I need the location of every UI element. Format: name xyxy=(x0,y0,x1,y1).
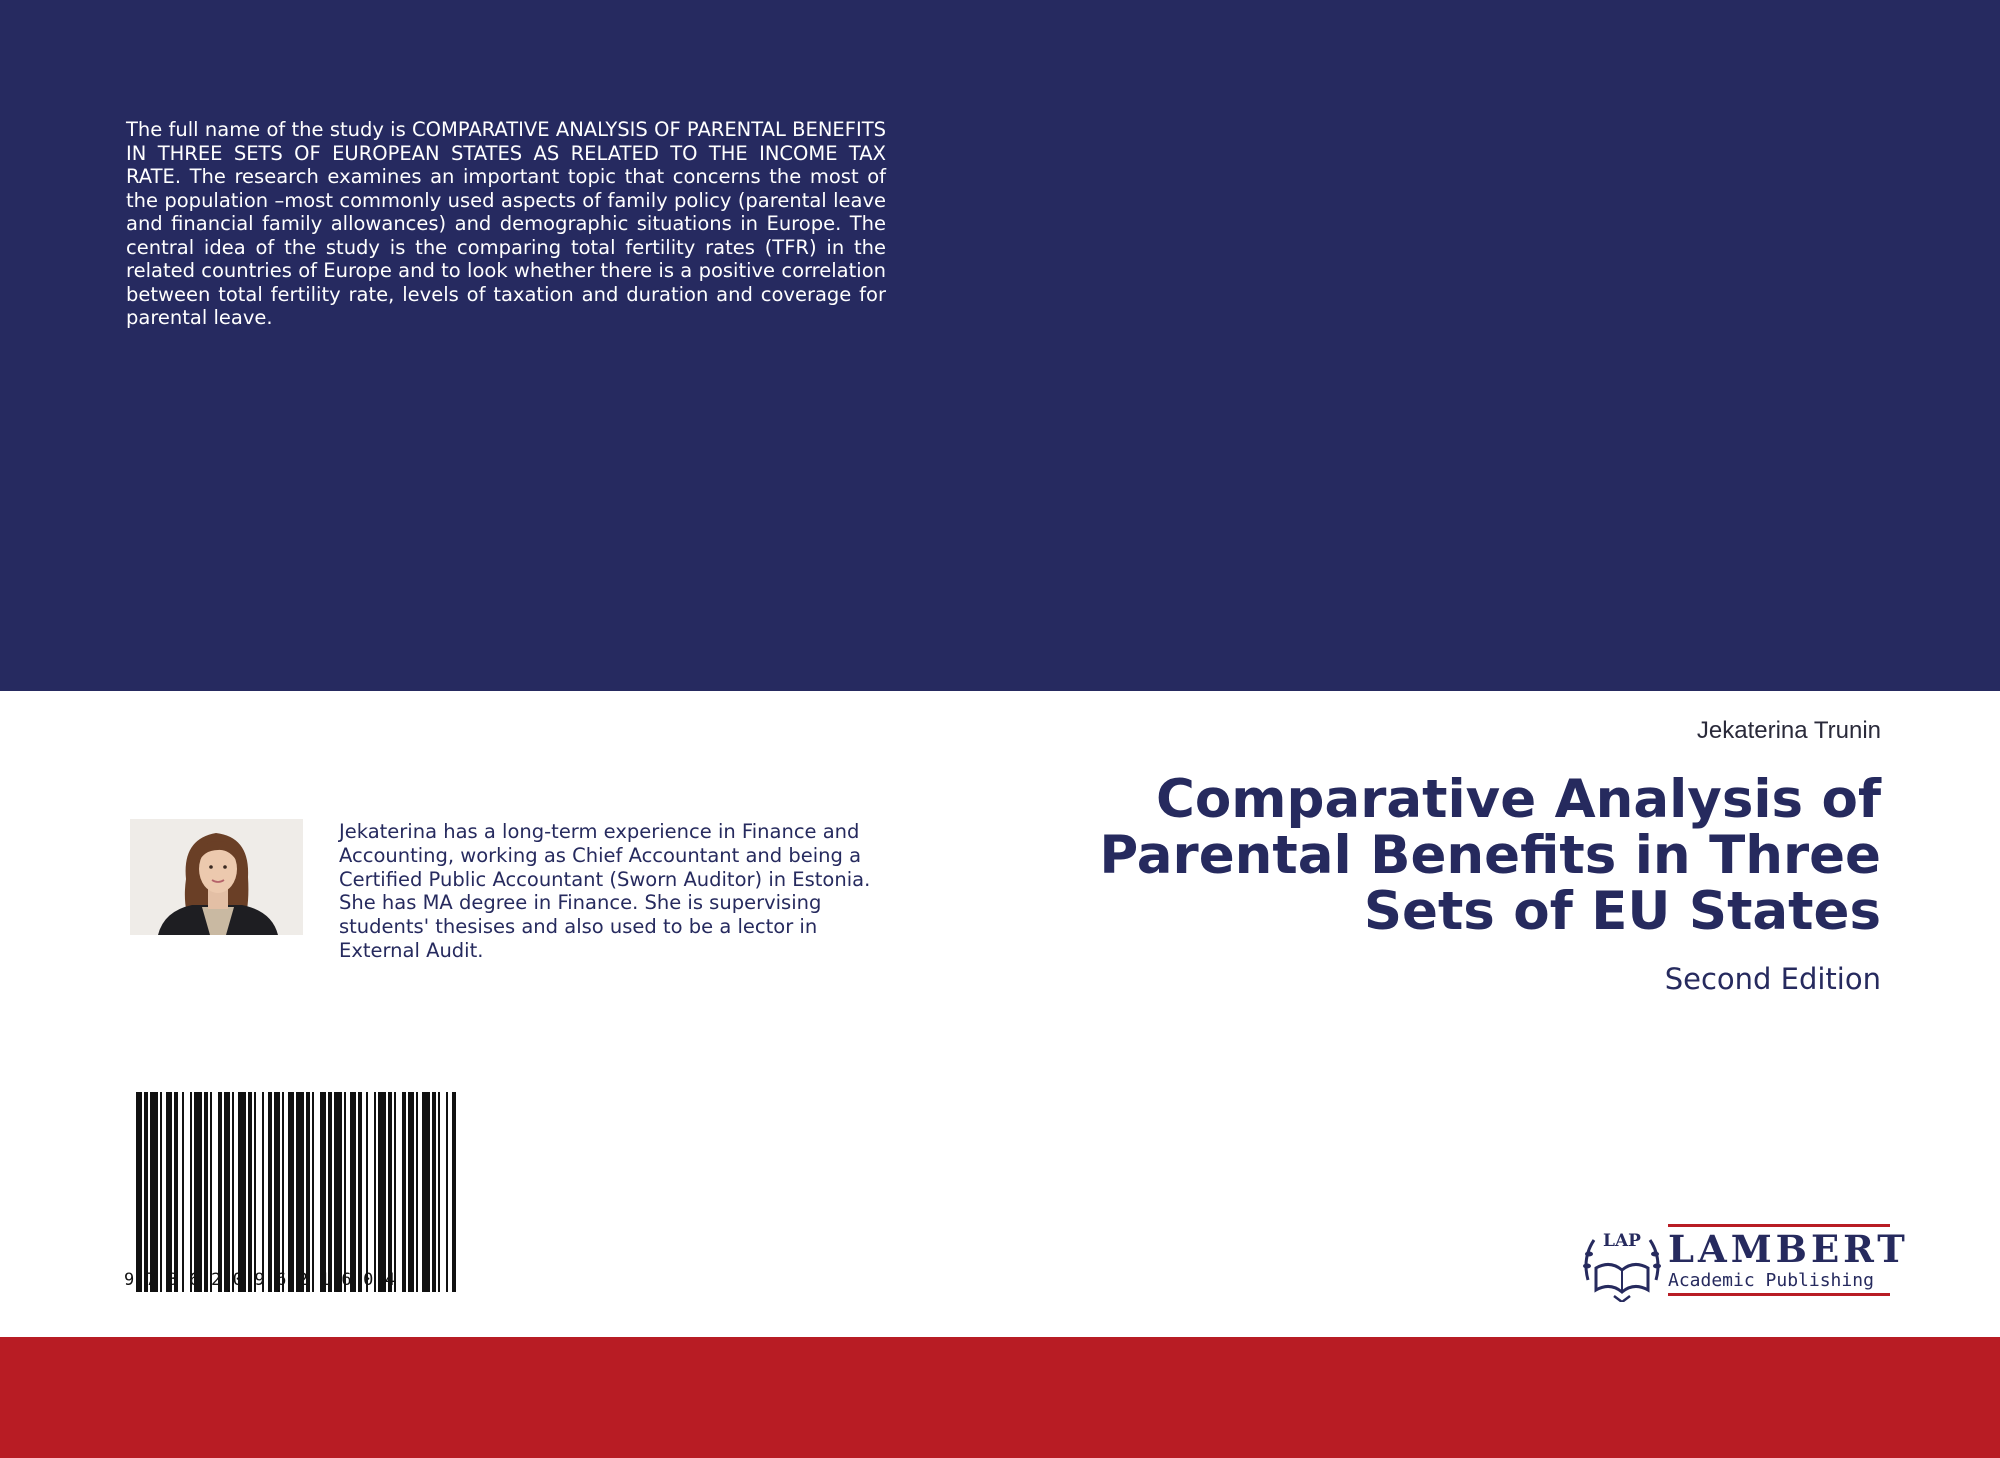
barcode-bar xyxy=(194,1092,202,1292)
barcode-bars xyxy=(136,1092,456,1292)
bottom-red-band xyxy=(0,1337,2000,1458)
isbn-digits: 9786209621604 xyxy=(124,1270,407,1290)
barcode-bar xyxy=(160,1092,162,1292)
barcode-bar xyxy=(204,1092,208,1292)
barcode-bar xyxy=(328,1092,332,1292)
barcode-bar xyxy=(408,1092,414,1292)
barcode-bar xyxy=(254,1092,256,1292)
barcode-bar xyxy=(422,1092,430,1292)
open-book-icon xyxy=(1580,1224,1664,1302)
barcode-bar xyxy=(320,1092,326,1292)
top-navy-band xyxy=(0,0,2000,691)
barcode-bar xyxy=(306,1092,310,1292)
barcode-bar xyxy=(378,1092,386,1292)
barcode-bar xyxy=(190,1092,192,1292)
barcode-bar xyxy=(210,1092,212,1292)
book-title: Comparative Analysis of Parental Benefits in Three Sets of EU States xyxy=(1099,769,1881,942)
barcode-bar xyxy=(374,1092,376,1292)
isbn-barcode xyxy=(124,1092,460,1292)
author-bio: Jekaterina has a long-term experience in Finance and Accounting, working as Chief Accountant and being a Certified Public Accountant (Sworn Auditor) in Estonia. She has MA degree in Finance. She is supervising students' thesises and also used to be a lector in External Audit. xyxy=(339,820,871,962)
barcode-bar xyxy=(394,1092,396,1292)
barcode-bar xyxy=(166,1092,172,1292)
barcode-bar xyxy=(238,1092,246,1292)
barcode-bar xyxy=(446,1092,448,1292)
logo-monogram: LAP xyxy=(1603,1231,1641,1251)
edition-label: Second Edition xyxy=(1664,962,1881,996)
barcode-bar xyxy=(174,1092,178,1292)
barcode-bar xyxy=(262,1092,264,1292)
barcode-bar xyxy=(268,1092,272,1292)
barcode-bar xyxy=(334,1092,342,1292)
barcode-bar xyxy=(296,1092,304,1292)
barcode-bar xyxy=(432,1092,436,1292)
barcode-bar xyxy=(452,1092,456,1292)
author-name: Jekaterina Trunin xyxy=(1696,717,1881,744)
barcode-bar xyxy=(312,1092,314,1292)
barcode-bar xyxy=(388,1092,392,1292)
barcode-bar xyxy=(288,1092,294,1292)
barcode-bar xyxy=(282,1092,284,1292)
author-photo xyxy=(130,819,303,935)
barcode-bar xyxy=(150,1092,158,1292)
barcode-bar xyxy=(224,1092,230,1292)
barcode-bar xyxy=(182,1092,184,1292)
barcode-bar xyxy=(402,1092,406,1292)
barcode-bar xyxy=(248,1092,252,1292)
barcode-bar xyxy=(344,1092,346,1292)
barcode-bar xyxy=(416,1092,418,1292)
publisher-logo xyxy=(1580,1224,1909,1302)
barcode-bar xyxy=(144,1092,148,1292)
barcode-bar xyxy=(136,1092,142,1292)
logo-bottom-rule xyxy=(1668,1293,1890,1296)
barcode-bar xyxy=(274,1092,280,1292)
barcode-bar xyxy=(232,1092,234,1292)
barcode-bar xyxy=(218,1092,222,1292)
barcode-bar xyxy=(358,1092,362,1292)
logo-subtitle: Academic Publishing xyxy=(1668,1270,1874,1291)
back-cover-blurb: The full name of the study is COMPARATIVE ANALYSIS OF PARENTAL BENEFITS IN THREE SETS OF EUROPEAN STATES AS RELATED TO THE INCOME TAX RATE. The research examines an important topic that concerns the most of the population –most commonly used aspects of family policy (parental leave and financial family allowances) and demographic situations in Europe. The central idea of the study is the comparing total fertility rates (TFR) in the related countries of Europe and to look whether there is a positive correlation between total fertility rate, levels of taxation and duration and coverage for parental leave. xyxy=(126,118,886,329)
barcode-bar xyxy=(366,1092,368,1292)
barcode-bar xyxy=(438,1092,440,1292)
barcode-bar xyxy=(350,1092,356,1292)
logo-wordmark: LAMBERT xyxy=(1668,1227,1909,1271)
